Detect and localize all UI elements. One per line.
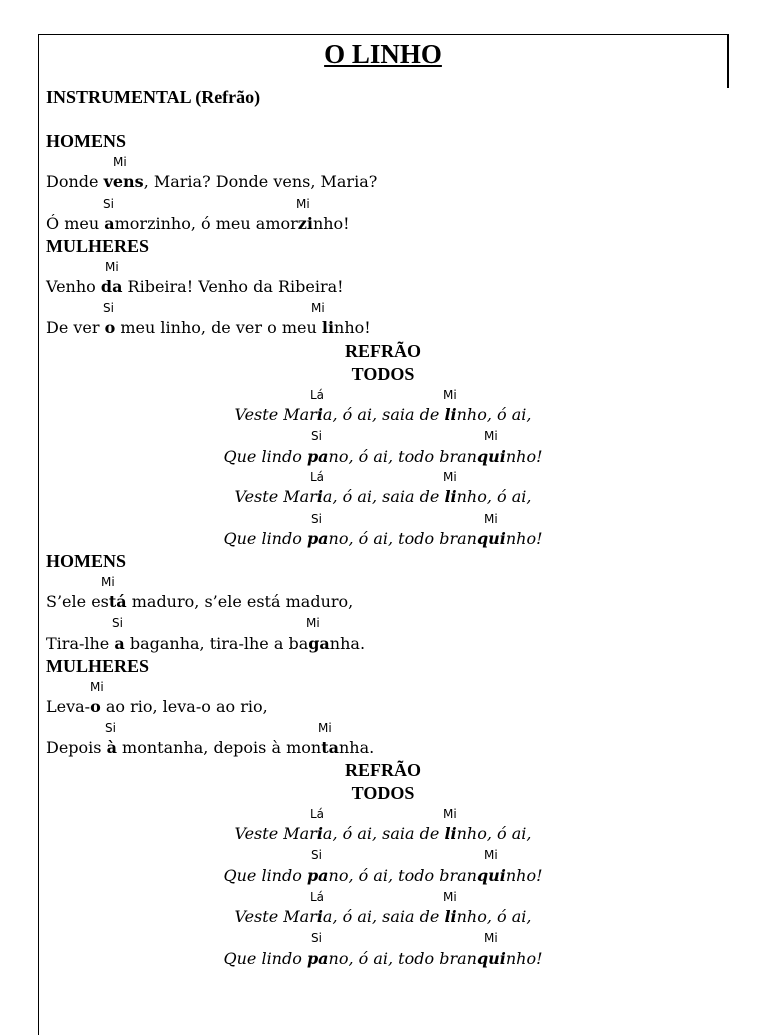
intro-heading: INSTRUMENTAL (Refrão) bbox=[46, 87, 261, 107]
refrain-line: Que lindo pano, ó ai, todo branquinho! bbox=[223, 447, 543, 466]
refrain-line: Que lindo pano, ó ai, todo branquinho! bbox=[223, 949, 543, 968]
chord: Lá bbox=[310, 388, 325, 402]
all-heading: TODOS bbox=[351, 364, 415, 384]
chord: Mi bbox=[484, 429, 498, 443]
chord: Si bbox=[311, 848, 322, 862]
chord: Mi bbox=[443, 890, 457, 904]
chord: Mi bbox=[443, 470, 457, 484]
chord: Mi bbox=[484, 848, 498, 862]
lyric-line: Depois à montanha, depois à montanha. bbox=[46, 738, 375, 757]
chord: Mi bbox=[306, 616, 320, 630]
section-men: HOMENS bbox=[46, 131, 127, 151]
refrain-heading: REFRÃO bbox=[345, 760, 421, 780]
chord-row bbox=[38, 388, 728, 402]
chord: Si bbox=[311, 429, 322, 443]
chord: Mi bbox=[101, 575, 115, 589]
song-title: O LINHO bbox=[324, 39, 442, 69]
chord: Lá bbox=[310, 470, 325, 484]
chord: Si bbox=[105, 721, 116, 735]
chord: Lá bbox=[310, 890, 325, 904]
chord-row bbox=[38, 931, 728, 945]
chord: Mi bbox=[311, 301, 325, 315]
refrain-line: Veste Maria, ó ai, saia de linho, ó ai, bbox=[234, 405, 532, 424]
chord: Lá bbox=[310, 807, 325, 821]
chord: Mi bbox=[105, 260, 119, 274]
refrain-line: Que lindo pano, ó ai, todo branquinho! bbox=[223, 866, 543, 885]
lyric-line: Donde vens, Maria? Donde vens, Maria? bbox=[46, 172, 378, 191]
lyric-line: Tira-lhe a baganha, tira-lhe a baganha. bbox=[46, 634, 366, 653]
chord: Si bbox=[103, 301, 114, 315]
refrain-line: Veste Maria, ó ai, saia de linho, ó ai, bbox=[234, 907, 532, 926]
lyric-line: S’ele está maduro, s’ele está maduro, bbox=[46, 592, 354, 611]
chord: Mi bbox=[443, 388, 457, 402]
chord-row bbox=[38, 848, 728, 862]
chord-row bbox=[38, 429, 728, 443]
chord-row bbox=[38, 807, 728, 821]
chord: Si bbox=[311, 931, 322, 945]
section-women: MULHERES bbox=[46, 656, 150, 676]
chord: Mi bbox=[113, 155, 127, 169]
refrain-line: Veste Maria, ó ai, saia de linho, ó ai, bbox=[234, 487, 532, 506]
refrain-line: Veste Maria, ó ai, saia de linho, ó ai, bbox=[234, 824, 532, 843]
section-women: MULHERES bbox=[46, 236, 150, 256]
chord-row bbox=[38, 890, 728, 904]
lyric-line: Ó meu amorzinho, ó meu amorzinho! bbox=[46, 214, 350, 233]
chord: Mi bbox=[318, 721, 332, 735]
chord: Si bbox=[112, 616, 123, 630]
chord-row bbox=[38, 512, 728, 526]
chord: Mi bbox=[90, 680, 104, 694]
chord: Mi bbox=[484, 931, 498, 945]
chord: Mi bbox=[484, 512, 498, 526]
lyric-line: De ver o meu linho, de ver o meu linho! bbox=[46, 318, 371, 337]
chord: Si bbox=[311, 512, 322, 526]
lyric-line: Venho da Ribeira! Venho da Ribeira! bbox=[46, 277, 344, 296]
chord: Mi bbox=[296, 197, 310, 211]
lyric-line: Leva-o ao rio, leva-o ao rio, bbox=[46, 697, 268, 716]
refrain-line: Que lindo pano, ó ai, todo branquinho! bbox=[223, 529, 543, 548]
section-men: HOMENS bbox=[46, 551, 127, 571]
chord: Si bbox=[103, 197, 114, 211]
chord-row bbox=[38, 470, 728, 484]
chord: Mi bbox=[443, 807, 457, 821]
refrain-heading: REFRÃO bbox=[345, 341, 421, 361]
all-heading: TODOS bbox=[351, 783, 415, 803]
